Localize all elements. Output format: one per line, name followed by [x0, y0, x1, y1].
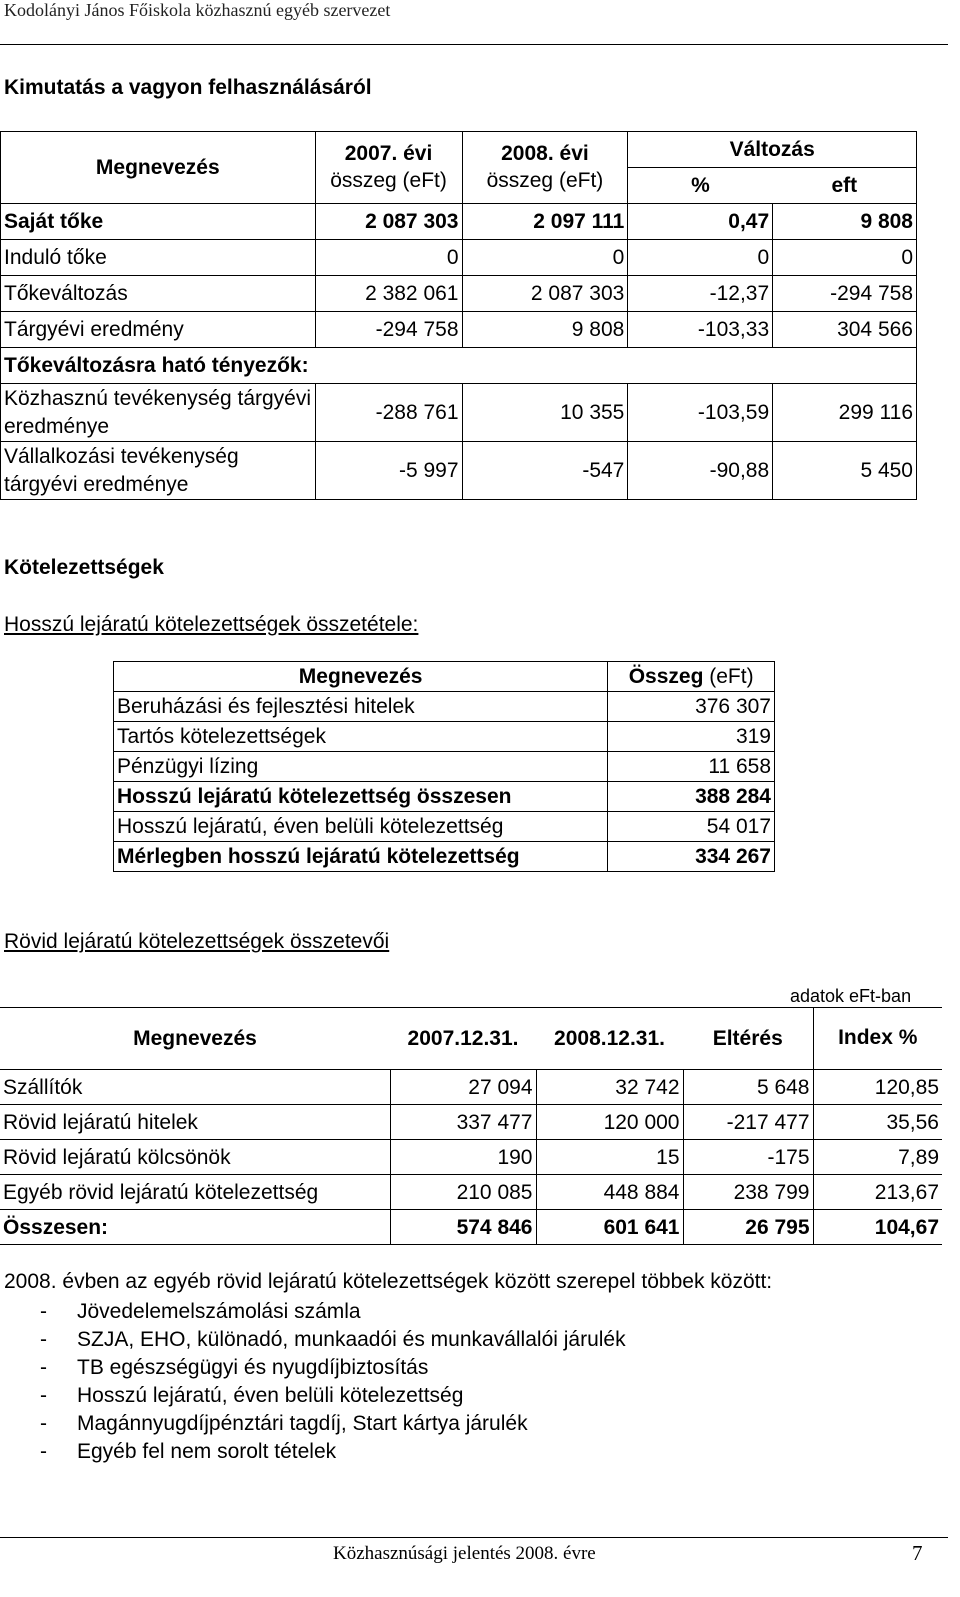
- row-name: Szállítók: [0, 1070, 390, 1105]
- row-name: Saját tőke: [1, 204, 316, 240]
- cell-2008: 0: [462, 240, 628, 276]
- header-2007: 2007. évi összeg (eFt): [315, 132, 462, 204]
- cell-diff: 5 648: [683, 1070, 813, 1105]
- list-intro: 2008. évben az egyéb rövid lejáratú kötelezettségek között szerepel többek között:: [4, 1270, 773, 1293]
- header-index: Index %: [813, 1008, 942, 1070]
- list-item: [40, 1438, 626, 1466]
- cell-pct: -12,37: [628, 276, 773, 312]
- table-row: [1, 312, 917, 348]
- cell-pct: 0: [628, 240, 773, 276]
- page-number: 7: [912, 1541, 923, 1565]
- subtitle-long-term: Hosszú lejáratú kötelezettségek összetétele:: [4, 613, 419, 636]
- cell-index: 120,85: [813, 1070, 942, 1105]
- cell-eft: 9 808: [773, 204, 917, 240]
- cell-eft: 5 450: [773, 442, 917, 500]
- unit-note: adatok eFt-ban: [790, 986, 912, 1006]
- list-item: [40, 1410, 626, 1438]
- cell-2007: 190: [390, 1140, 536, 1175]
- header-pct: %: [628, 168, 773, 204]
- row-name: Tárgyévi eredmény: [1, 312, 316, 348]
- row-name: Induló tőke: [1, 240, 316, 276]
- cell-2007: 2 382 061: [315, 276, 462, 312]
- table-row: [114, 722, 775, 752]
- cell-2008: 9 808: [462, 312, 628, 348]
- list-item-text: Hosszú lejáratú, éven belüli kötelezettség: [77, 1384, 464, 1407]
- row-name: Rövid lejáratú kölcsönök: [0, 1140, 390, 1175]
- cell-pct: 0,47: [628, 204, 773, 240]
- header-divider: [0, 44, 948, 45]
- cell-amount: 376 307: [608, 692, 775, 722]
- document-header: Kodolányi János Főiskola közhasznú egyéb szervezet: [4, 0, 391, 20]
- cell-2007: 337 477: [390, 1105, 536, 1140]
- header-name: Megnevezés: [114, 662, 608, 692]
- row-name: Tartós kötelezettségek: [114, 722, 608, 752]
- section-title-liabilities: Kötelezettségek: [4, 556, 164, 579]
- assets-usage-table: [0, 131, 917, 500]
- cell-pct: -103,33: [628, 312, 773, 348]
- cell-index: 213,67: [813, 1175, 942, 1210]
- cell-index: 7,89: [813, 1140, 942, 1175]
- cell-pct: -103,59: [628, 384, 773, 442]
- header-2008: 2008. évi összeg (eFt): [462, 132, 628, 204]
- list-item: [40, 1354, 626, 1382]
- row-name: Vállalkozási tevékenység tárgyévi eredménye: [1, 442, 316, 500]
- list-item-text: Egyéb fel nem sorolt tételek: [77, 1440, 337, 1463]
- cell-2008: 2 087 303: [462, 276, 628, 312]
- cell-2008: 15: [536, 1140, 683, 1175]
- cell-2007: 2 087 303: [315, 204, 462, 240]
- table-row: [0, 1140, 942, 1175]
- cell-2008: 448 884: [536, 1175, 683, 1210]
- row-name: Beruházási és fejlesztési hitelek: [114, 692, 608, 722]
- cell-eft: 299 116: [773, 384, 917, 442]
- row-name: Mérlegben hosszú lejáratú kötelezettség: [114, 842, 608, 872]
- cell-amount: 319: [608, 722, 775, 752]
- cell-eft: 0: [773, 240, 917, 276]
- long-term-liabilities-table: [113, 661, 775, 872]
- short-term-liabilities-table: [0, 1007, 942, 1245]
- header-name: Megnevezés: [0, 1008, 390, 1070]
- table-row: [114, 692, 775, 722]
- list-item: [40, 1382, 626, 1410]
- cell-2008: 10 355: [462, 384, 628, 442]
- cell-diff: -175: [683, 1140, 813, 1175]
- cell-eft: 304 566: [773, 312, 917, 348]
- cell-index: 35,56: [813, 1105, 942, 1140]
- row-name: Tőkeváltozás: [1, 276, 316, 312]
- header-diff: Eltérés: [683, 1008, 813, 1070]
- subtitle-short-term: Rövid lejáratú kötelezettségek összetevői: [4, 930, 390, 953]
- row-name: Egyéb rövid lejáratú kötelezettség: [0, 1175, 390, 1210]
- list-dash: -: [40, 1384, 47, 1407]
- table-row: [0, 1070, 942, 1105]
- table-row: [1, 240, 917, 276]
- cell-amount: 11 658: [608, 752, 775, 782]
- cell-2007: -5 997: [315, 442, 462, 500]
- cell-2008: 32 742: [536, 1070, 683, 1105]
- list-dash: -: [40, 1328, 47, 1351]
- row-name: Hosszú lejáratú, éven belüli kötelezettség: [114, 812, 608, 842]
- table-row: [0, 1105, 942, 1140]
- header-2007: 2007.12.31.: [390, 1008, 536, 1070]
- cell-2007: 27 094: [390, 1070, 536, 1105]
- list-dash: -: [40, 1300, 47, 1323]
- row-name: Közhasznú tevékenység tárgyévi eredménye: [1, 384, 316, 442]
- cell-2008: -547: [462, 442, 628, 500]
- table-row: [1, 204, 917, 240]
- header-2008: 2008.12.31.: [536, 1008, 683, 1070]
- cell-2007: 574 846: [390, 1210, 536, 1245]
- list-dash: -: [40, 1412, 47, 1435]
- row-name: Hosszú lejáratú kötelezettség összesen: [114, 782, 608, 812]
- header-amount: Összeg (eFt): [608, 662, 775, 692]
- list-dash: -: [40, 1356, 47, 1379]
- row-name: Rövid lejáratú hitelek: [0, 1105, 390, 1140]
- row-name: Összesen:: [0, 1210, 390, 1245]
- table-row: [1, 442, 917, 500]
- list-item-text: SZJA, EHO, különadó, munkaadói és munkavállalói járulék: [77, 1328, 626, 1351]
- table-row: [1, 384, 917, 442]
- header-eft: eft: [773, 168, 917, 204]
- liabilities-list: [40, 1298, 626, 1466]
- list-dash: -: [40, 1440, 47, 1463]
- cell-pct: -90,88: [628, 442, 773, 500]
- cell-amount: 54 017: [608, 812, 775, 842]
- cell-2008: 2 097 111: [462, 204, 628, 240]
- cell-diff: 238 799: [683, 1175, 813, 1210]
- footer-title: Közhasznúsági jelentés 2008. évre: [333, 1543, 596, 1564]
- factors-label: Tőkeváltozásra ható tényezők:: [1, 348, 917, 384]
- cell-2007: 210 085: [390, 1175, 536, 1210]
- cell-2007: 0: [315, 240, 462, 276]
- list-item: [40, 1326, 626, 1354]
- header-name: Megnevezés: [1, 132, 316, 204]
- cell-index: 104,67: [813, 1210, 942, 1245]
- list-item: [40, 1298, 626, 1326]
- table-row: [114, 842, 775, 872]
- cell-amount: 334 267: [608, 842, 775, 872]
- table-row: [1, 276, 917, 312]
- factors-row: [1, 348, 917, 384]
- row-name: Pénzügyi lízing: [114, 752, 608, 782]
- list-item-text: Magánnyugdíjpénztári tagdíj, Start kártya járulék: [77, 1412, 528, 1435]
- total-row: [0, 1210, 942, 1245]
- list-item-text: TB egészségügyi és nyugdíjbiztosítás: [77, 1356, 429, 1379]
- cell-2007: -294 758: [315, 312, 462, 348]
- section-title-assets: Kimutatás a vagyon felhasználásáról: [4, 76, 372, 99]
- cell-diff: -217 477: [683, 1105, 813, 1140]
- cell-eft: -294 758: [773, 276, 917, 312]
- cell-2008: 601 641: [536, 1210, 683, 1245]
- table-row: [114, 812, 775, 842]
- cell-2008: 120 000: [536, 1105, 683, 1140]
- header-change: Változás: [628, 132, 917, 168]
- table-row: [114, 752, 775, 782]
- cell-amount: 388 284: [608, 782, 775, 812]
- cell-diff: 26 795: [683, 1210, 813, 1245]
- table-row: [0, 1175, 942, 1210]
- table-row: [114, 782, 775, 812]
- cell-2007: -288 761: [315, 384, 462, 442]
- footer-divider: [0, 1537, 948, 1538]
- list-item-text: Jövedelemelszámolási számla: [77, 1300, 361, 1323]
